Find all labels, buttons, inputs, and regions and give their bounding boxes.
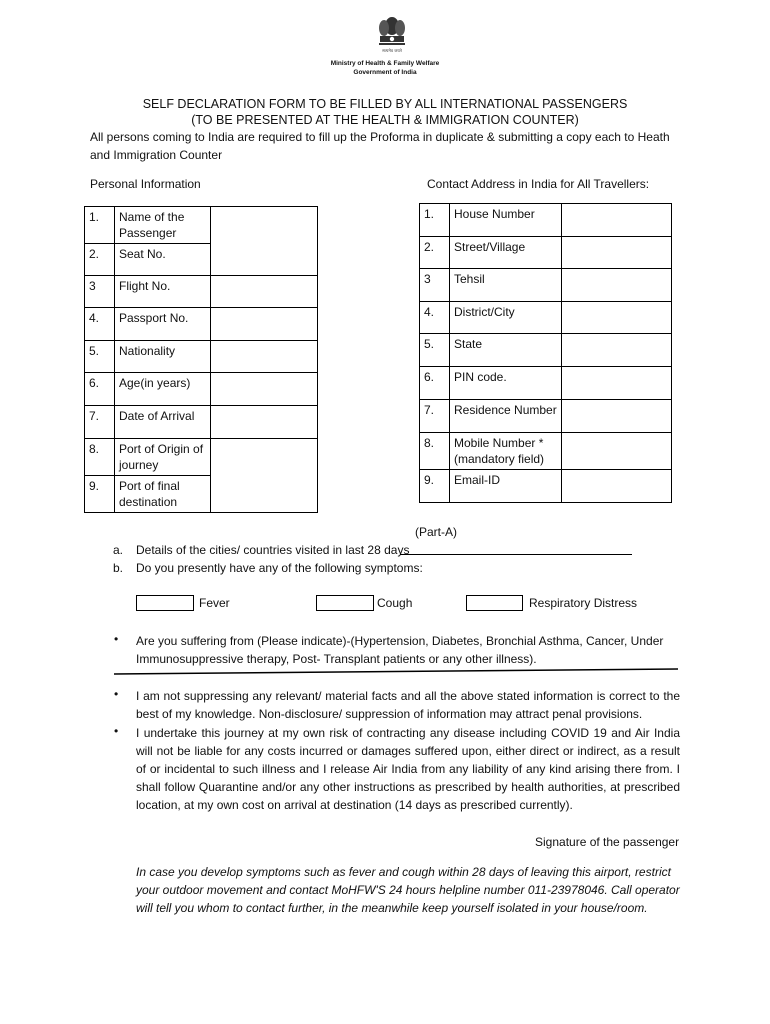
table-row — [420, 237, 672, 269]
row-number: 4. — [420, 302, 450, 334]
illness-question: Are you suffering from (Please indicate)-(Hypertension, Diabetes, Bronchial Asthma, Cancer, Under Immunosuppressive therapy, Post- Transplant patients or any other illness). — [136, 634, 664, 666]
row-number: 2. — [420, 237, 450, 269]
port-field[interactable] — [211, 439, 318, 513]
table-row — [85, 207, 318, 244]
contact-address-table — [419, 203, 672, 503]
declaration-text-1: I am not suppressing any relevant/ material facts and all the above stated information is correct to the best of my knowledge. Non-disclosure/ suppression of information may attract penal provisions. — [136, 689, 680, 721]
row-number: 5. — [85, 341, 115, 373]
illness-answer-line[interactable] — [114, 668, 678, 676]
emblem-motto: सत्यमेव जयते — [382, 48, 402, 53]
government-name: Government of India — [353, 69, 417, 76]
table-row — [85, 373, 318, 406]
table-row — [420, 302, 672, 334]
item-a-marker: a. — [113, 543, 124, 557]
row-number: 6. — [85, 373, 115, 406]
respiratory-distress-checkbox[interactable] — [466, 595, 523, 611]
cities-visited-input[interactable] — [400, 554, 632, 555]
personal-info-table — [84, 206, 318, 513]
intro-text: All persons coming to India are required to fill up the Proforma in duplicate & submitting a copy each to Heath and Immigration Counter — [90, 130, 670, 162]
tehsil-field[interactable] — [562, 269, 672, 302]
table-row — [85, 406, 318, 439]
row-number: 8. — [420, 433, 450, 470]
table-row — [420, 400, 672, 433]
row-label: Mobile Number * (mandatory field) — [450, 433, 562, 470]
table-row — [85, 276, 318, 308]
item-b-marker: b. — [113, 561, 124, 575]
cities-visited-label: Details of the cities/ countries visited in last 28 days — [136, 543, 410, 557]
contact-address-heading: Contact Address in India for All Travellers: — [427, 177, 650, 191]
row-number: 3 — [420, 269, 450, 302]
mobile-number-field[interactable] — [562, 433, 672, 470]
row-number: 7. — [85, 406, 115, 439]
table-row — [420, 433, 672, 470]
row-label: Email-ID — [450, 470, 562, 503]
table-row — [420, 269, 672, 302]
passenger-name-field[interactable] — [211, 207, 318, 276]
row-label: Tehsil — [450, 269, 562, 302]
signature-label: Signature of the passenger — [535, 835, 680, 849]
row-number: 2. — [85, 244, 115, 276]
cough-checkbox[interactable] — [316, 595, 374, 611]
row-label: House Number — [450, 204, 562, 237]
district-city-field[interactable] — [562, 302, 672, 334]
house-number-field[interactable] — [562, 204, 672, 237]
footer-note: In case you develop symptoms such as fever and cough within 28 days of leaving this airport, restrict your outdoor movement and contact MoHFW'S 24 hours helpline number 011-23978046. Call operator will tell you whom to contact further, in the meanwhile keep yourself isolated in your house/room. — [136, 865, 680, 915]
ministry-name: Ministry of Health & Family Welfare — [330, 60, 440, 67]
row-label: Age(in years) — [115, 373, 211, 406]
row-number: 9. — [420, 470, 450, 503]
row-number: 3 — [85, 276, 115, 308]
row-label: District/City — [450, 302, 562, 334]
row-label: Passport No. — [115, 308, 211, 341]
row-number: 4. — [85, 308, 115, 341]
bullet-marker: • — [114, 632, 119, 646]
symptoms-question: Do you presently have any of the following symptoms: — [136, 561, 423, 575]
table-row — [420, 367, 672, 400]
declaration-text-2: I undertake this journey at my own risk of contracting any disease including COVID 19 and Air India will not be liable for any costs incurred or damages suffered upon, either direct or indirect, as a result of or incidental to such illness and I release Air India from any liability of any kind arising there from. I shall follow Quarantine and/or any other instructions as prescribed by health authorities, at prescribed location, at my own cost on arrival at destination (14 days as prescribed currently). — [136, 726, 680, 812]
fever-checkbox[interactable] — [136, 595, 194, 611]
table-row — [420, 204, 672, 237]
table-row — [85, 439, 318, 476]
respiratory-distress-label: Respiratory Distress — [529, 596, 638, 610]
bullet-marker: • — [114, 687, 119, 701]
row-number: 6. — [420, 367, 450, 400]
email-id-field[interactable] — [562, 470, 672, 503]
fever-label: Fever — [199, 596, 230, 610]
row-number: 1. — [85, 207, 115, 244]
flight-no-field[interactable] — [211, 276, 318, 308]
row-label: Port of Origin of journey — [115, 439, 211, 476]
row-label: Port of final destination — [115, 476, 211, 513]
nationality-field[interactable] — [211, 341, 318, 373]
row-label: State — [450, 334, 562, 367]
row-label: Street/Village — [450, 237, 562, 269]
form-subtitle: (TO BE PRESENTED AT THE HEALTH & IMMIGRATION COUNTER) — [191, 113, 579, 127]
row-label: Seat No. — [115, 244, 211, 276]
pin-code-field[interactable] — [562, 367, 672, 400]
row-number: 8. — [85, 439, 115, 476]
table-row — [85, 341, 318, 373]
row-label: Date of Arrival — [115, 406, 211, 439]
row-number: 1. — [420, 204, 450, 237]
bullet-marker: • — [114, 724, 119, 738]
table-row — [420, 334, 672, 367]
age-field[interactable] — [211, 373, 318, 406]
personal-info-heading: Personal Information — [90, 177, 201, 191]
form-title: SELF DECLARATION FORM TO BE FILLED BY ALL INTERNATIONAL PASSENGERS — [142, 97, 628, 111]
residence-number-field[interactable] — [562, 400, 672, 433]
state-field[interactable] — [562, 334, 672, 367]
row-label: Residence Number — [450, 400, 562, 433]
table-row — [85, 308, 318, 341]
passport-no-field[interactable] — [211, 308, 318, 341]
row-label: PIN code. — [450, 367, 562, 400]
row-number: 5. — [420, 334, 450, 367]
street-village-field[interactable] — [562, 237, 672, 269]
row-label: Name of the Passenger — [115, 207, 211, 244]
row-label: Nationality — [115, 341, 211, 373]
cough-label: Cough — [377, 596, 413, 610]
part-a-heading: (Part-A) — [415, 525, 457, 539]
row-number: 7. — [420, 400, 450, 433]
row-number: 9. — [85, 476, 115, 513]
table-row — [420, 470, 672, 503]
national-emblem-icon — [374, 14, 410, 60]
date-of-arrival-field[interactable] — [211, 406, 318, 439]
row-label: Flight No. — [115, 276, 211, 308]
